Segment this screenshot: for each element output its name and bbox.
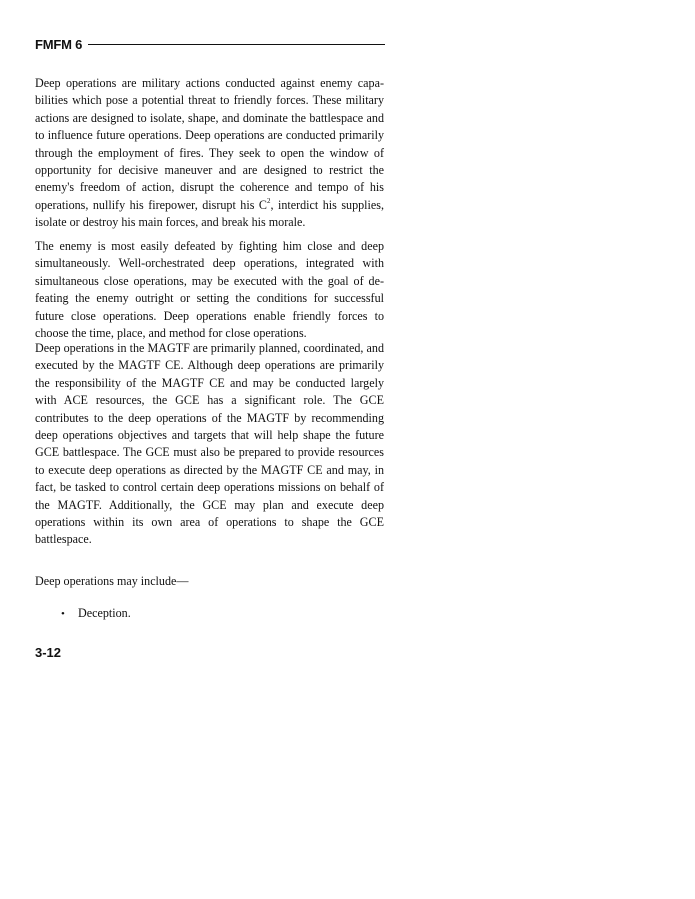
header-rule bbox=[88, 44, 385, 45]
document-title: FMFM 6 bbox=[35, 36, 83, 52]
bullet-icon: • bbox=[61, 608, 65, 620]
paragraph-text: Deep operations are military actions conducted against enemy capabilities which pose a potential threat to friendly forces. These military actions are designed to isolate, shape, and dominate the battlespace and to influence future operations. Deep operations are conducted primarily through the employment of fires. They seek to open the window of opportunity for decisive maneuver and are designed to restrict the enemy's freedom of action, disrupt the coherence and tempo of his operations, nullify his firepower, disrupt his C bbox=[35, 76, 384, 212]
list-item bbox=[61, 605, 131, 623]
page-number: 3-12 bbox=[35, 645, 62, 660]
paragraph-list-intro: Deep operations may include— bbox=[35, 574, 189, 588]
paragraph-magtf-deep-operations: Deep operations in the MAGTF are primarily planned, coordinated, and executed by the MAGTF CE. Although deep operations are primarily the responsibility of the MAGTF CE and may be conducted largely with ACE resources, the GCE has a significant role. The GCE contributes to the deep operations of the MAGTF by recommending deep operations objectives and targets that will help shape the future GCE battlespace. The GCE must also be prepared to provide resources to execute deep operations as directed by the MAGTF CE and may, in fact, be tasked to control certain deep operations missions on behalf of the MAGTF. Additionally, the GCE may plan and execute deep operations within its own area of operations to shape the GCE battlespace. bbox=[35, 341, 384, 547]
paragraph-enemy-defeat: The enemy is most easily defeated by fighting him close and deep simultaneously. Well-orchestrated deep operations, integrated with simultaneous close operations, may be executed with the goal of defeating the enemy outright or setting the conditions for successful future close operations. Deep operations enable friendly forces to choose the time, place, and method for close operations. bbox=[35, 239, 384, 341]
running-header bbox=[35, 35, 385, 53]
superscript: 2 bbox=[266, 196, 271, 205]
bullet-list bbox=[61, 605, 131, 623]
paragraph-text: , interdict his supplies, isolate or destroy his main forces, and break his morale. bbox=[35, 197, 384, 230]
list-item-text: Deception. bbox=[78, 606, 131, 620]
paragraph-deep-operations-definition bbox=[35, 75, 384, 232]
